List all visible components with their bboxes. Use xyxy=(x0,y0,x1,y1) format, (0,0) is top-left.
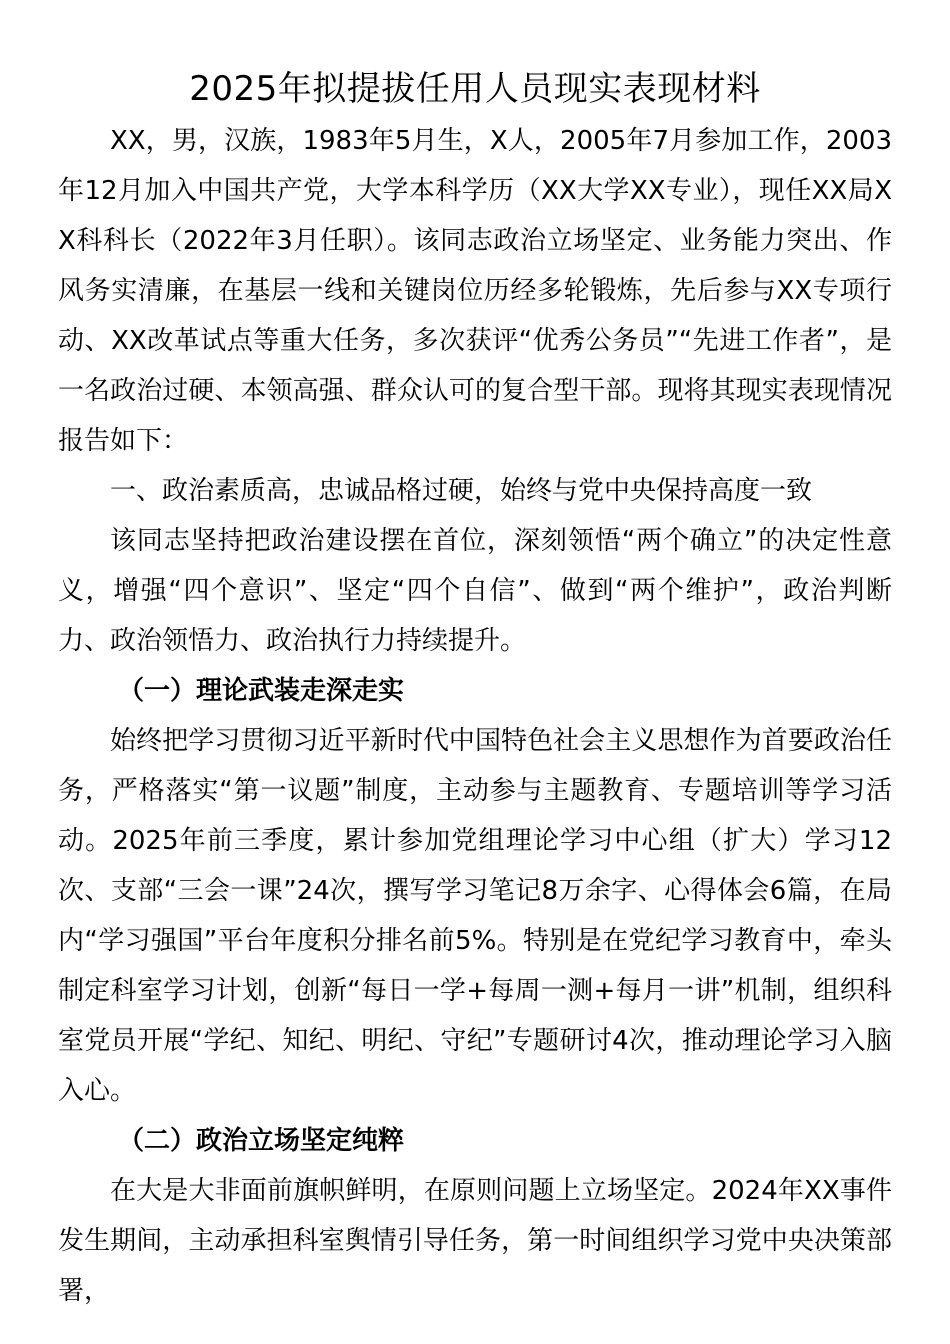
intro-paragraph: XX，男，汉族，1983年5月生，X人，2005年7月参加工作，2003年12月加入中国共产党，大学本科学历（XX大学XX专业），现任XX局XX科科长（2022年3月任职）。该同志政治立场坚定、业务能力突出、作风务实清廉，在基层一线和关键岗位历经多轮锻炼，先后参与XX专项行动、XX改革试点等重大任务，多次获评“优秀公务员”“先进工作者”，是一名政治过硬、本领高强、群众认可的复合型干部。现将其现实表现情况报告如下： xyxy=(58,126,892,456)
document-title: 2025年拟提拔任用人员现实表现材料 xyxy=(189,69,761,109)
subsection-1-heading: （一）理论武装走深走实 xyxy=(118,676,405,706)
subsection-2-body: 在大是大非面前旗帜鲜明，在原则问题上立场坚定。2024年XX事件发生期间，主动承担科室舆情引导任务，第一时间组织学习党中央决策部署， xyxy=(58,1176,892,1306)
section-1-body: 该同志坚持把政治建设摆在首位，深刻领悟“两个确立”的决定性意义，增强“四个意识”、坚定“四个自信”、做到“两个维护”，政治判断力、政治领悟力、政治执行力持续提升。 xyxy=(58,526,892,656)
subsection-1-body: 始终把学习贯彻习近平新时代中国特色社会主义思想作为首要政治任务，严格落实“第一议题”制度，主动参与主题教育、专题培训等学习活动。2025年前三季度，累计参加党组理论学习中心组（扩大）学习12次、支部“三会一课”24次，撰写学习笔记8万余字、心得体会6篇，在局内“学习强国”平台年度积分排名前5%。特别是在党纪学习教育中，牵头制定科室学习计划，创新“每日一学+每周一测+每月一讲”机制，组织科室党员开展“学纪、知纪、明纪、守纪”专题研讨4次，推动理论学习入脑入心。 xyxy=(58,726,892,1106)
document-page xyxy=(58,64,892,1316)
subsection-2-heading: （二）政治立场坚定纯粹 xyxy=(118,1126,405,1156)
section-1-heading: 一、政治素质高，忠诚品格过硬，始终与党中央保持高度一致 xyxy=(110,476,813,506)
